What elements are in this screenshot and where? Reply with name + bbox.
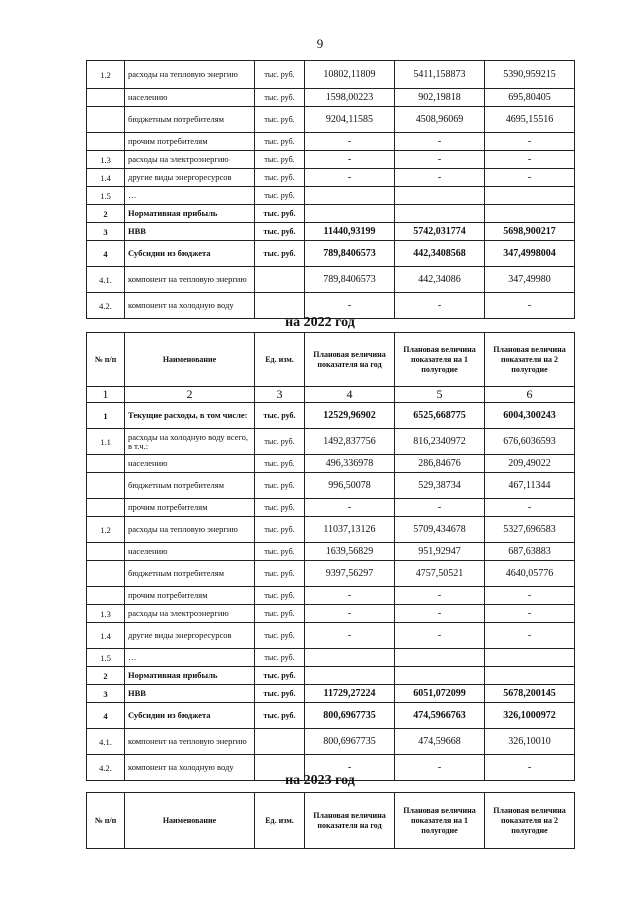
row-number: 4 xyxy=(87,241,125,267)
row-name: бюджетным потребителям xyxy=(125,561,255,587)
column-index: 6 xyxy=(485,387,575,403)
value-half2: 209,49022 xyxy=(485,455,575,473)
row-unit: тыс. руб. xyxy=(255,561,305,587)
row-number xyxy=(87,107,125,133)
value-year: 1639,56829 xyxy=(305,543,395,561)
value-year xyxy=(305,187,395,205)
value-half1: 442,34086 xyxy=(395,267,485,293)
header-name: Наименование xyxy=(125,793,255,849)
value-half1: - xyxy=(395,605,485,623)
row-number: 4.1. xyxy=(87,729,125,755)
table-row xyxy=(87,473,575,499)
row-number: 1 xyxy=(87,403,125,429)
value-half1: - xyxy=(395,499,485,517)
row-unit: тыс. руб. xyxy=(255,703,305,729)
column-index: 4 xyxy=(305,387,395,403)
row-number: 2 xyxy=(87,667,125,685)
value-year: 800,6967735 xyxy=(305,729,395,755)
value-half2: 5698,900217 xyxy=(485,223,575,241)
table-row xyxy=(87,499,575,517)
value-half2: 5390,959215 xyxy=(485,61,575,89)
row-unit: тыс. руб. xyxy=(255,223,305,241)
table-row xyxy=(87,623,575,649)
row-number: 3 xyxy=(87,223,125,241)
value-year: 9397,56297 xyxy=(305,561,395,587)
column-index: 2 xyxy=(125,387,255,403)
row-name: компонент на холодную воду xyxy=(125,293,255,319)
row-number xyxy=(87,455,125,473)
value-year: 996,50078 xyxy=(305,473,395,499)
row-unit: тыс. руб. xyxy=(255,667,305,685)
value-year: 11440,93199 xyxy=(305,223,395,241)
row-name: расходы на электроэнергию xyxy=(125,605,255,623)
table-row xyxy=(87,223,575,241)
value-half1: - xyxy=(395,755,485,781)
value-half2: 5327,696583 xyxy=(485,517,575,543)
value-half1: 816,2340972 xyxy=(395,429,485,455)
row-unit: тыс. руб. xyxy=(255,543,305,561)
value-year: - xyxy=(305,755,395,781)
value-half2 xyxy=(485,649,575,667)
value-half1: 474,59668 xyxy=(395,729,485,755)
table-row xyxy=(87,107,575,133)
row-unit xyxy=(255,729,305,755)
row-name: бюджетным потребителям xyxy=(125,473,255,499)
value-half2: - xyxy=(485,293,575,319)
row-unit: тыс. руб. xyxy=(255,605,305,623)
value-half2: 6004,300243 xyxy=(485,403,575,429)
value-year: - xyxy=(305,133,395,151)
row-number xyxy=(87,89,125,107)
value-year: 10802,11809 xyxy=(305,61,395,89)
row-unit: тыс. руб. xyxy=(255,61,305,89)
row-name: компонент на тепловую энергию xyxy=(125,729,255,755)
value-half1: 6051,072099 xyxy=(395,685,485,703)
row-name: НВВ xyxy=(125,223,255,241)
row-unit: тыс. руб. xyxy=(255,499,305,517)
row-unit: тыс. руб. xyxy=(255,429,305,455)
row-number: 4.2. xyxy=(87,293,125,319)
value-half1: 4508,96069 xyxy=(395,107,485,133)
table-row xyxy=(87,61,575,89)
value-half2 xyxy=(485,205,575,223)
value-year: - xyxy=(305,169,395,187)
row-number: 1.4 xyxy=(87,623,125,649)
value-half1: 951,92947 xyxy=(395,543,485,561)
row-unit: тыс. руб. xyxy=(255,455,305,473)
value-half1: 286,84676 xyxy=(395,455,485,473)
value-half2 xyxy=(485,667,575,685)
value-year: 800,6967735 xyxy=(305,703,395,729)
table-row xyxy=(87,267,575,293)
table-2023 xyxy=(86,792,575,849)
row-name: прочим потребителям xyxy=(125,499,255,517)
row-number: 1.5 xyxy=(87,187,125,205)
value-half1: - xyxy=(395,133,485,151)
value-half2: - xyxy=(485,587,575,605)
heading-2022: на 2022 год xyxy=(285,315,355,330)
value-year: 496,336978 xyxy=(305,455,395,473)
column-index-row xyxy=(87,387,575,403)
row-name: компонент на тепловую энергию xyxy=(125,267,255,293)
row-name: прочим потребителям xyxy=(125,133,255,151)
row-name: … xyxy=(125,649,255,667)
header-unit: Ед. изм. xyxy=(255,333,305,387)
row-unit: тыс. руб. xyxy=(255,403,305,429)
table-row xyxy=(87,685,575,703)
table-row xyxy=(87,667,575,685)
value-half2: 4640,05776 xyxy=(485,561,575,587)
row-number: 1.3 xyxy=(87,605,125,623)
row-name: бюджетным потребителям xyxy=(125,107,255,133)
table-header-row xyxy=(87,333,575,387)
header-number: № п/п xyxy=(87,793,125,849)
row-name: населению xyxy=(125,455,255,473)
table-row xyxy=(87,703,575,729)
value-half1: - xyxy=(395,587,485,605)
value-year xyxy=(305,205,395,223)
row-name: Текущие расходы, в том числе: xyxy=(125,403,255,429)
value-year: 789,8406573 xyxy=(305,241,395,267)
row-unit: тыс. руб. xyxy=(255,685,305,703)
value-half2: - xyxy=(485,605,575,623)
table-2021-continued xyxy=(86,60,575,319)
value-year: - xyxy=(305,293,395,319)
table-row xyxy=(87,133,575,151)
row-unit: тыс. руб. xyxy=(255,473,305,499)
row-unit: тыс. руб. xyxy=(255,133,305,151)
value-year: 11037,13126 xyxy=(305,517,395,543)
value-half1 xyxy=(395,187,485,205)
row-name: расходы на электроэнергию xyxy=(125,151,255,169)
row-number xyxy=(87,133,125,151)
row-number: 1.1 xyxy=(87,429,125,455)
value-half1: 4757,50521 xyxy=(395,561,485,587)
value-half1: 5742,031774 xyxy=(395,223,485,241)
row-name: расходы на тепловую энергию xyxy=(125,61,255,89)
value-half2: 687,63883 xyxy=(485,543,575,561)
row-name: населению xyxy=(125,543,255,561)
row-number xyxy=(87,499,125,517)
value-half2: - xyxy=(485,151,575,169)
header-unit: Ед. изм. xyxy=(255,793,305,849)
row-unit xyxy=(255,267,305,293)
table-header-row xyxy=(87,793,575,849)
table-row xyxy=(87,455,575,473)
row-unit: тыс. руб. xyxy=(255,205,305,223)
row-number xyxy=(87,561,125,587)
row-unit: тыс. руб. xyxy=(255,89,305,107)
table-row xyxy=(87,205,575,223)
row-name: расходы на холодную воду всего, в т.ч.: xyxy=(125,429,255,455)
value-half2: 347,4998004 xyxy=(485,241,575,267)
table-row xyxy=(87,187,575,205)
value-year: - xyxy=(305,623,395,649)
header-half1: Плановая величина показателя на 1 полугодие xyxy=(395,333,485,387)
row-name: НВВ xyxy=(125,685,255,703)
table-row xyxy=(87,403,575,429)
header-number: № п/п xyxy=(87,333,125,387)
row-number xyxy=(87,587,125,605)
column-index: 1 xyxy=(87,387,125,403)
row-number: 1.4 xyxy=(87,169,125,187)
value-year: - xyxy=(305,499,395,517)
header-name: Наименование xyxy=(125,333,255,387)
value-half2: - xyxy=(485,133,575,151)
table-row xyxy=(87,169,575,187)
row-name: Нормативная прибыль xyxy=(125,205,255,223)
value-half1: 474,5966763 xyxy=(395,703,485,729)
page-number: 9 xyxy=(316,36,324,51)
value-half1: 529,38734 xyxy=(395,473,485,499)
value-half1 xyxy=(395,649,485,667)
row-unit: тыс. руб. xyxy=(255,107,305,133)
value-half1: - xyxy=(395,169,485,187)
value-year: - xyxy=(305,151,395,169)
value-year xyxy=(305,649,395,667)
row-unit: тыс. руб. xyxy=(255,187,305,205)
row-name: другие виды энергоресурсов xyxy=(125,169,255,187)
row-number: 4 xyxy=(87,703,125,729)
value-half1: - xyxy=(395,151,485,169)
row-number: 1.2 xyxy=(87,517,125,543)
row-number: 1.5 xyxy=(87,649,125,667)
value-half1: - xyxy=(395,623,485,649)
row-number xyxy=(87,543,125,561)
value-half1: - xyxy=(395,293,485,319)
table-row xyxy=(87,89,575,107)
value-year: 789,8406573 xyxy=(305,267,395,293)
value-half1 xyxy=(395,667,485,685)
value-half1: 442,3408568 xyxy=(395,241,485,267)
header-half1: Плановая величина показателя на 1 полугодие xyxy=(395,793,485,849)
table-2022 xyxy=(86,332,575,781)
value-half2: 5678,200145 xyxy=(485,685,575,703)
column-index: 5 xyxy=(395,387,485,403)
value-half2: 326,10010 xyxy=(485,729,575,755)
header-year: Плановая величина показателя на год xyxy=(305,333,395,387)
value-year: - xyxy=(305,605,395,623)
row-number: 3 xyxy=(87,685,125,703)
value-half2: 676,6036593 xyxy=(485,429,575,455)
row-name: Нормативная прибыль xyxy=(125,667,255,685)
table-row xyxy=(87,151,575,169)
row-name: другие виды энергоресурсов xyxy=(125,623,255,649)
row-name: компонент на холодную воду xyxy=(125,755,255,781)
value-year: 12529,96902 xyxy=(305,403,395,429)
header-year: Плановая величина показателя на год xyxy=(305,793,395,849)
row-name: прочим потребителям xyxy=(125,587,255,605)
value-half2: - xyxy=(485,623,575,649)
value-half1: 5411,158873 xyxy=(395,61,485,89)
value-half2: 4695,15516 xyxy=(485,107,575,133)
heading-2023: на 2023 год xyxy=(285,773,355,788)
value-half2: - xyxy=(485,755,575,781)
row-unit: тыс. руб. xyxy=(255,517,305,543)
header-half2: Плановая величина показателя на 2 полугодие xyxy=(485,793,575,849)
header-half2: Плановая величина показателя на 2 полугодие xyxy=(485,333,575,387)
value-half2: 326,1000972 xyxy=(485,703,575,729)
table-row xyxy=(87,729,575,755)
row-number: 2 xyxy=(87,205,125,223)
value-year xyxy=(305,667,395,685)
table-row xyxy=(87,429,575,455)
value-year: 11729,27224 xyxy=(305,685,395,703)
table-row xyxy=(87,241,575,267)
value-half2: 695,80405 xyxy=(485,89,575,107)
row-name: Субсидии из бюджета xyxy=(125,703,255,729)
value-half1 xyxy=(395,205,485,223)
table-row xyxy=(87,649,575,667)
row-number: 1.2 xyxy=(87,61,125,89)
row-name: населению xyxy=(125,89,255,107)
row-unit: тыс. руб. xyxy=(255,169,305,187)
value-half2: - xyxy=(485,169,575,187)
value-half1: 6525,668775 xyxy=(395,403,485,429)
table-row xyxy=(87,543,575,561)
value-half2: 347,49980 xyxy=(485,267,575,293)
row-number: 1.3 xyxy=(87,151,125,169)
value-half1: 5709,434678 xyxy=(395,517,485,543)
row-number xyxy=(87,473,125,499)
table-row xyxy=(87,605,575,623)
value-half2 xyxy=(485,187,575,205)
table-row xyxy=(87,587,575,605)
row-unit: тыс. руб. xyxy=(255,151,305,169)
row-number: 4.1. xyxy=(87,267,125,293)
row-unit: тыс. руб. xyxy=(255,623,305,649)
value-year: 1492,837756 xyxy=(305,429,395,455)
row-unit: тыс. руб. xyxy=(255,241,305,267)
row-unit: тыс. руб. xyxy=(255,649,305,667)
value-year: 9204,11585 xyxy=(305,107,395,133)
row-name: расходы на тепловую энергию xyxy=(125,517,255,543)
row-name: … xyxy=(125,187,255,205)
row-unit: тыс. руб. xyxy=(255,587,305,605)
table-row xyxy=(87,561,575,587)
value-year: - xyxy=(305,587,395,605)
value-half1: 902,19818 xyxy=(395,89,485,107)
value-half2: 467,11344 xyxy=(485,473,575,499)
row-name: Субсидии из бюджета xyxy=(125,241,255,267)
value-half2: - xyxy=(485,499,575,517)
table-row xyxy=(87,517,575,543)
value-year: 1598,00223 xyxy=(305,89,395,107)
row-number: 4.2. xyxy=(87,755,125,781)
column-index: 3 xyxy=(255,387,305,403)
